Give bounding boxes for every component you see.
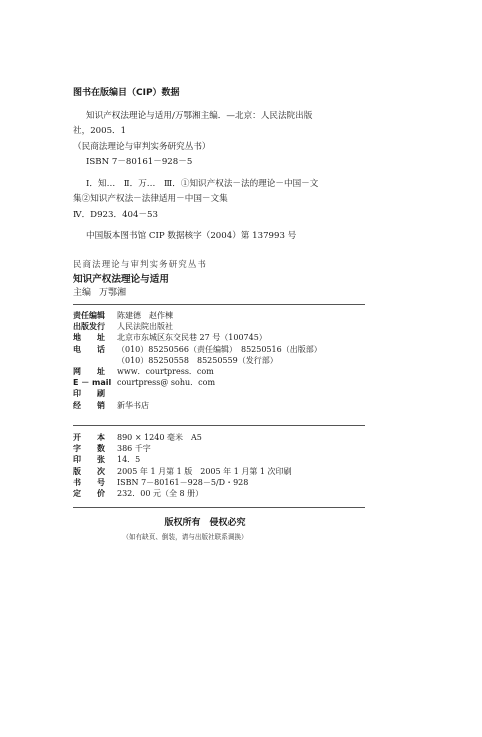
info-key: 印 刷 (73, 389, 105, 399)
spec-key: 印 张 (73, 455, 105, 465)
book-title: 知识产权法理论与适用 (73, 274, 169, 285)
info-value: （010）85250558 85250559（发行部） (117, 355, 278, 365)
info-key: 出版发行 (73, 322, 105, 332)
spec-row (73, 454, 373, 465)
spec-key: 定 价 (73, 489, 105, 499)
info-row (73, 332, 373, 343)
cip-heading: 图书在版编目（CIP）数据 (73, 88, 180, 98)
spec-value: 232．00 元（全 8 册） (117, 489, 204, 499)
editor-label: 主编 (73, 288, 92, 298)
spec-key: 字 数 (73, 444, 105, 454)
spec-row (73, 432, 373, 443)
spec-value: 14．5 (117, 455, 141, 465)
divider-bottom (73, 507, 365, 508)
cip-bibliographic-line: 知识产权法理论与适用/万鄂湘主编．—北京：人民法院出版社，2005．1 (73, 110, 313, 136)
info-row (73, 388, 373, 399)
info-row (73, 366, 373, 377)
editor-line (73, 285, 126, 298)
info-row (73, 310, 373, 321)
divider-middle (73, 425, 365, 426)
info-value: （010）85250566（责任编辑） 85250516（出版部） (117, 344, 322, 354)
cip-check-number: 中国版本图书馆 CIP 数据核字（2004）第 137993 号 (86, 231, 297, 241)
spec-row (73, 488, 373, 499)
spec-value: ISBN 7－80161－928－5/D・928 (117, 477, 249, 487)
cip-series-line: （民商法理论与审判实务研究丛书） (73, 141, 211, 152)
info-row (73, 355, 373, 366)
spec-key: 版 次 (73, 466, 105, 476)
info-key: 经 销 (73, 400, 105, 410)
info-row (73, 344, 373, 355)
spec-row (73, 466, 373, 477)
cip-classification: Ⅳ．D923．404－53 (73, 209, 158, 220)
publisher-info-table (73, 310, 373, 411)
book-specs-table (73, 432, 373, 499)
info-key: 网 址 (73, 367, 105, 377)
copyright-notice: 版权所有 侵权必究 (164, 518, 246, 528)
info-key: 地 址 (73, 333, 105, 343)
divider-top (73, 304, 365, 305)
spec-row (73, 443, 373, 454)
spec-row (73, 477, 373, 488)
info-value: www．courtpress．com (117, 367, 214, 377)
spec-key: 书 号 (73, 477, 105, 487)
spec-value: 2005 年 1 月第 1 版 2005 年 1 月第 1 次印刷 (117, 466, 292, 476)
info-value: 人民法院出版社 (117, 322, 173, 332)
info-key: 责任编辑 (73, 311, 105, 321)
defect-return-notice: （如有缺页、倒装，请与出版社联系调换） (122, 533, 248, 541)
spec-value: 386 千字 (117, 444, 151, 454)
info-key: 电 话 (73, 344, 105, 354)
info-row (73, 377, 373, 388)
spec-value: 890 × 1240 毫米 A5 (117, 433, 202, 443)
info-key: E － mail (73, 378, 112, 388)
cip-block (73, 86, 325, 245)
info-value: 北京市东城区东交民巷 27 号（100745） (117, 333, 267, 343)
info-value: courtpress@ sohu．com (117, 378, 216, 388)
spec-key: 开 本 (73, 433, 105, 443)
info-row (73, 400, 373, 411)
editor-name: 万鄂湘 (99, 288, 127, 298)
cip-subject-terms: Ⅰ．知… Ⅱ．万… Ⅲ．①知识产权法－法的理论－中国－文集②知识产权法－法律适用－中国－文集 (73, 178, 319, 204)
series-name: 民商法理论与审判实务研究丛书 (73, 259, 208, 269)
info-row (73, 321, 373, 332)
cip-isbn: ISBN 7－80161－928－5 (86, 157, 193, 167)
info-value: 陈建德 赵作棟 (117, 311, 173, 321)
info-value: 新华书店 (117, 400, 149, 410)
